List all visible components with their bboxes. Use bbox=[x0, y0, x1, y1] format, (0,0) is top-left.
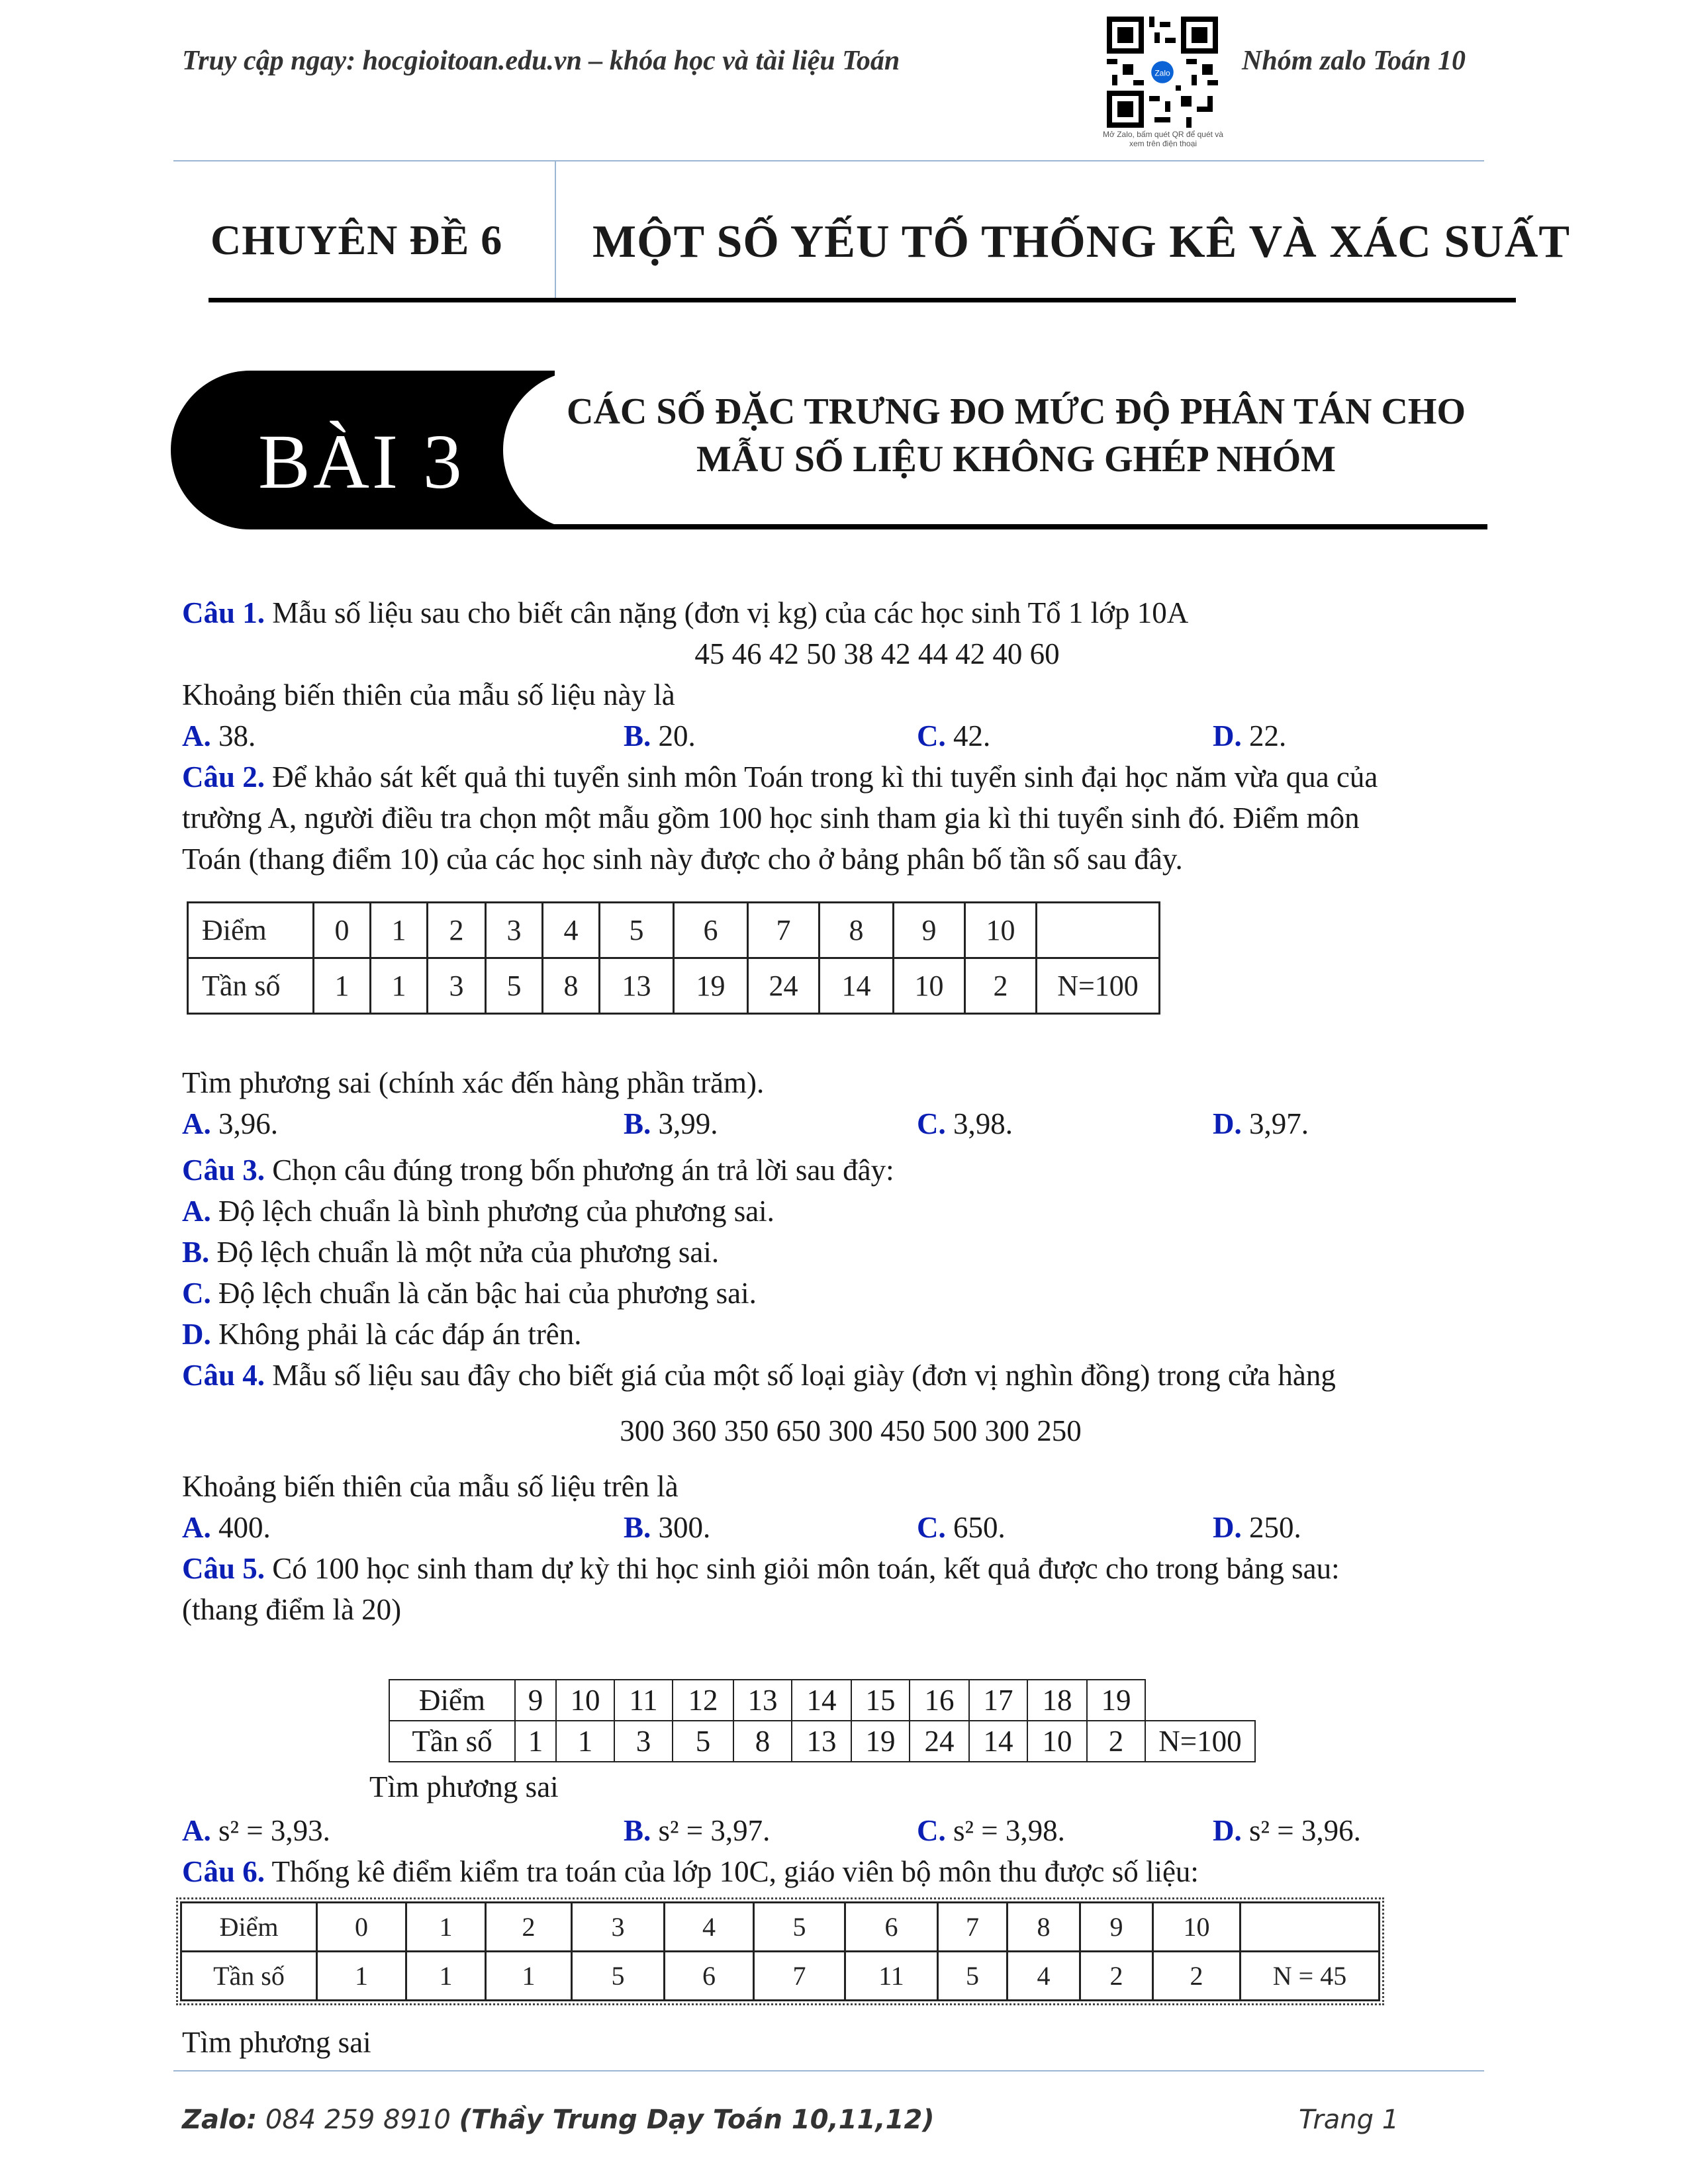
question-text-line: (thang điểm là 20) bbox=[182, 1593, 402, 1626]
table-cell: 5 bbox=[938, 1952, 1008, 2001]
qr-zalo-label: Zalo bbox=[1154, 68, 1170, 78]
option-c[interactable]: C. 650. bbox=[917, 1511, 1006, 1544]
table-cell: 7 bbox=[748, 903, 820, 958]
question-1 bbox=[182, 592, 1493, 633]
option-a[interactable]: A. 3,96. bbox=[182, 1107, 278, 1140]
table-cell: 11 bbox=[845, 1952, 938, 2001]
table-cell: Tần số bbox=[188, 958, 314, 1014]
table-cell: 13 bbox=[792, 1721, 851, 1762]
table-cell: 8 bbox=[543, 958, 600, 1014]
question-text: Thống kê điểm kiểm tra toán của lớp 10C, giáo viên bộ môn thu được số liệu: bbox=[265, 1855, 1199, 1888]
table-cell: 9 bbox=[515, 1680, 556, 1721]
option-a[interactable]: A. 38. bbox=[182, 719, 256, 752]
question-5 bbox=[182, 1548, 1493, 1589]
table-cell: 5 bbox=[572, 1952, 665, 2001]
table-cell: 13 bbox=[733, 1680, 792, 1721]
table-cell: 1 bbox=[371, 958, 428, 1014]
topic-label: CHUYÊN ĐỀ 6 bbox=[211, 216, 503, 263]
table-cell: 14 bbox=[820, 958, 894, 1014]
header-site-link[interactable]: Truy cập ngay: hocgioitoan.edu.vn – khóa học và tài liệu Toán bbox=[182, 46, 900, 76]
page-number: Trang 1 bbox=[1299, 2105, 1399, 2135]
question-label: Câu 4. bbox=[182, 1359, 265, 1392]
option-b[interactable]: B. s² = 3,97. bbox=[624, 1814, 771, 1847]
option-d[interactable]: D. 250. bbox=[1213, 1511, 1301, 1544]
question-prompt: Khoảng biến thiên của mẫu số liệu này là bbox=[182, 678, 675, 711]
option-a[interactable]: A. 400. bbox=[182, 1511, 271, 1544]
table-cell: 13 bbox=[600, 958, 674, 1014]
question-label: Câu 3. bbox=[182, 1154, 265, 1187]
table-cell: 24 bbox=[910, 1721, 969, 1762]
question-list bbox=[182, 592, 1493, 2063]
topic-vertical-divider bbox=[555, 160, 556, 300]
footer-zalo-number: 084 259 8910 bbox=[257, 2105, 459, 2135]
table-cell: Tần số bbox=[181, 1952, 317, 2001]
answer-options bbox=[182, 1507, 1493, 1548]
table-cell: 16 bbox=[910, 1680, 969, 1721]
question-text: Chọn câu đúng trong bốn phương án trả lời sau đây: bbox=[265, 1154, 894, 1187]
table-cell: 9 bbox=[1080, 1903, 1153, 1952]
question-6 bbox=[182, 1851, 1493, 1892]
table-cell: 10 bbox=[965, 903, 1037, 958]
table-cell: 6 bbox=[665, 1952, 754, 2001]
question-text: Mẫu số liệu sau đây cho biết giá của một số loại giày (đơn vị nghìn đồng) trong cửa hàng bbox=[265, 1359, 1336, 1392]
question-2 bbox=[182, 756, 1493, 797]
table-cell: 14 bbox=[969, 1721, 1027, 1762]
question-label: Câu 2. bbox=[182, 760, 265, 794]
table-cell: 17 bbox=[969, 1680, 1027, 1721]
option-b[interactable]: B. 300. bbox=[624, 1511, 711, 1544]
question-prompt: Khoảng biến thiên của mẫu số liệu trên là bbox=[182, 1470, 679, 1503]
question-prompt: Tìm phương sai (chính xác đến hàng phần trăm). bbox=[182, 1066, 765, 1099]
lesson-title-line1: CÁC SỐ ĐẶC TRƯNG ĐO MỨC ĐỘ PHÂN TÁN CHO bbox=[567, 391, 1466, 432]
answer-options bbox=[182, 1810, 1493, 1851]
lesson-label: BÀI 3 bbox=[258, 418, 465, 505]
table-cell: 1 bbox=[486, 1952, 572, 2001]
topic-title: MỘT SỐ YẾU TỐ THỐNG KÊ VÀ XÁC SUẤT bbox=[592, 216, 1571, 267]
question-text: Mẫu số liệu sau cho biết cân nặng (đơn vị kg) của các học sinh Tổ 1 lớp 10A bbox=[265, 596, 1189, 629]
question-prompt: Tìm phương sai bbox=[182, 2026, 371, 2059]
table-cell: 6 bbox=[845, 1903, 938, 1952]
frequency-table-q2 bbox=[187, 901, 1160, 1015]
option-a[interactable]: A. s² = 3,93. bbox=[182, 1814, 330, 1847]
frequency-table-q6 bbox=[180, 1901, 1380, 2001]
answer-options bbox=[182, 715, 1493, 756]
table-row bbox=[181, 1952, 1380, 2001]
table-row bbox=[389, 1680, 1255, 1721]
table-cell: 3 bbox=[572, 1903, 665, 1952]
table-cell: 9 bbox=[894, 903, 965, 958]
question-text-line: trường A, người điều tra chọn một mẫu gồm 100 học sinh tham gia kì thi tuyển sinh đó. Điểm môn bbox=[182, 801, 1360, 835]
table-cell: 1 bbox=[556, 1721, 614, 1762]
lesson-title-line2: MẪU SỐ LIỆU KHÔNG GHÉP NHÓM bbox=[696, 439, 1336, 480]
table-cell: 10 bbox=[1153, 1903, 1241, 1952]
table-cell: 10 bbox=[556, 1680, 614, 1721]
sample-data: 45 46 42 50 38 42 44 42 40 60 bbox=[694, 637, 1060, 670]
option-b[interactable]: B. Độ lệch chuẩn là một nửa của phương sai. bbox=[182, 1236, 720, 1269]
table-cell: 12 bbox=[673, 1680, 733, 1721]
table-cell: 8 bbox=[1008, 1903, 1080, 1952]
answer-options bbox=[182, 1103, 1493, 1144]
table-cell: Điểm bbox=[188, 903, 314, 958]
table-cell: 5 bbox=[486, 958, 543, 1014]
footer-teacher-name: (Thầy Trung Dạy Toán 10,11,12) bbox=[459, 2105, 935, 2135]
table-cell bbox=[1037, 903, 1160, 958]
table-cell: 3 bbox=[614, 1721, 673, 1762]
question-3 bbox=[182, 1150, 1493, 1191]
option-c[interactable]: C. 42. bbox=[917, 719, 991, 752]
option-d[interactable]: D. 3,97. bbox=[1213, 1107, 1309, 1140]
table-cell: 0 bbox=[314, 903, 371, 958]
table-cell: 14 bbox=[792, 1680, 851, 1721]
table-cell: 2 bbox=[1153, 1952, 1241, 2001]
option-a[interactable]: A. Độ lệch chuẩn là bình phương của phương sai. bbox=[182, 1195, 774, 1228]
table-cell: 18 bbox=[1027, 1680, 1087, 1721]
table-cell: 1 bbox=[406, 1903, 486, 1952]
header-divider bbox=[173, 160, 1484, 161]
qr-caption: Mở Zalo, bấm quét QR để quét và xem trên điện thoại bbox=[1103, 130, 1223, 148]
table-cell: 1 bbox=[406, 1952, 486, 2001]
question-text: Để khảo sát kết quả thi tuyển sinh môn Toán trong kì thi tuyển sinh đại học năm vừa qua của bbox=[265, 760, 1378, 794]
table-cell: 5 bbox=[754, 1903, 845, 1952]
question-text-line: Toán (thang điểm 10) của các học sinh này được cho ở bảng phân bố tần số sau đây. bbox=[182, 842, 1183, 876]
table-cell: 3 bbox=[486, 903, 543, 958]
table-cell: 4 bbox=[1008, 1952, 1080, 2001]
table-cell: 10 bbox=[1027, 1721, 1087, 1762]
table-cell: N = 45 bbox=[1241, 1952, 1380, 2001]
question-text: Có 100 học sinh tham dự kỳ thi học sinh giỏi môn toán, kết quả được cho trong bảng sau: bbox=[265, 1552, 1340, 1585]
table-cell: 19 bbox=[674, 958, 748, 1014]
table-cell: 7 bbox=[938, 1903, 1008, 1952]
table-cell: 8 bbox=[733, 1721, 792, 1762]
table-cell: 15 bbox=[851, 1680, 910, 1721]
table-cell: 2 bbox=[965, 958, 1037, 1014]
table-cell: 3 bbox=[428, 958, 486, 1014]
table-cell: 10 bbox=[894, 958, 965, 1014]
qr-code-icon bbox=[1107, 17, 1218, 128]
table-row bbox=[188, 958, 1160, 1014]
table-cell: 1 bbox=[515, 1721, 556, 1762]
option-b[interactable]: B. 3,99. bbox=[624, 1107, 718, 1140]
option-c[interactable]: C. s² = 3,98. bbox=[917, 1814, 1065, 1847]
table-cell: 4 bbox=[665, 1903, 754, 1952]
table-cell: 2 bbox=[428, 903, 486, 958]
table-cell: 5 bbox=[600, 903, 674, 958]
table-cell: 1 bbox=[371, 903, 428, 958]
option-d[interactable]: D. 22. bbox=[1213, 719, 1287, 752]
question-prompt: Tìm phương sai bbox=[369, 1770, 559, 1803]
table-cell: 2 bbox=[1087, 1721, 1145, 1762]
footer-divider bbox=[173, 2070, 1484, 2071]
topic-underline bbox=[209, 298, 1516, 302]
question-label: Câu 1. bbox=[182, 596, 265, 629]
table-cell: 2 bbox=[486, 1903, 572, 1952]
table-cell: 19 bbox=[851, 1721, 910, 1762]
footer-zalo-label: Zalo: bbox=[182, 2105, 258, 2135]
table-row bbox=[188, 903, 1160, 958]
table-cell: 0 bbox=[317, 1903, 406, 1952]
table-cell: Tần số bbox=[389, 1721, 515, 1762]
frequency-table-q5 bbox=[389, 1679, 1256, 1762]
option-c[interactable]: C. Độ lệch chuẩn là căn bậc hai của phương sai. bbox=[182, 1277, 757, 1310]
table-row bbox=[389, 1721, 1255, 1762]
footer-contact[interactable] bbox=[182, 2105, 935, 2135]
option-b[interactable]: B. 20. bbox=[624, 719, 696, 752]
table-cell: 4 bbox=[543, 903, 600, 958]
lesson-underline bbox=[510, 524, 1487, 529]
sample-data: 300 360 350 650 300 450 500 300 250 bbox=[620, 1414, 1082, 1447]
table-cell: 1 bbox=[317, 1952, 406, 2001]
lesson-title bbox=[553, 388, 1479, 483]
question-label: Câu 6. bbox=[182, 1855, 265, 1888]
option-d[interactable]: D. s² = 3,96. bbox=[1213, 1814, 1361, 1847]
table-cell: 1 bbox=[314, 958, 371, 1014]
table-cell: 19 bbox=[1087, 1680, 1145, 1721]
header-zalo-group[interactable]: Nhóm zalo Toán 10 bbox=[1242, 46, 1466, 76]
table-cell: 8 bbox=[820, 903, 894, 958]
question-label: Câu 5. bbox=[182, 1552, 265, 1585]
table-cell: N=100 bbox=[1037, 958, 1160, 1014]
table-cell: Điểm bbox=[389, 1680, 515, 1721]
table-cell: 2 bbox=[1080, 1952, 1153, 2001]
option-d[interactable]: D. Không phải là các đáp án trên. bbox=[182, 1318, 582, 1351]
table-row bbox=[181, 1903, 1380, 1952]
table-cell bbox=[1145, 1680, 1255, 1721]
table-cell: 6 bbox=[674, 903, 748, 958]
table-cell bbox=[1241, 1903, 1380, 1952]
table-cell: 24 bbox=[748, 958, 820, 1014]
table-cell: N=100 bbox=[1145, 1721, 1255, 1762]
table-cell: Điểm bbox=[181, 1903, 317, 1952]
table-cell: 7 bbox=[754, 1952, 845, 2001]
question-4 bbox=[182, 1355, 1493, 1396]
option-c[interactable]: C. 3,98. bbox=[917, 1107, 1013, 1140]
table-cell: 11 bbox=[614, 1680, 673, 1721]
table-cell: 5 bbox=[673, 1721, 733, 1762]
